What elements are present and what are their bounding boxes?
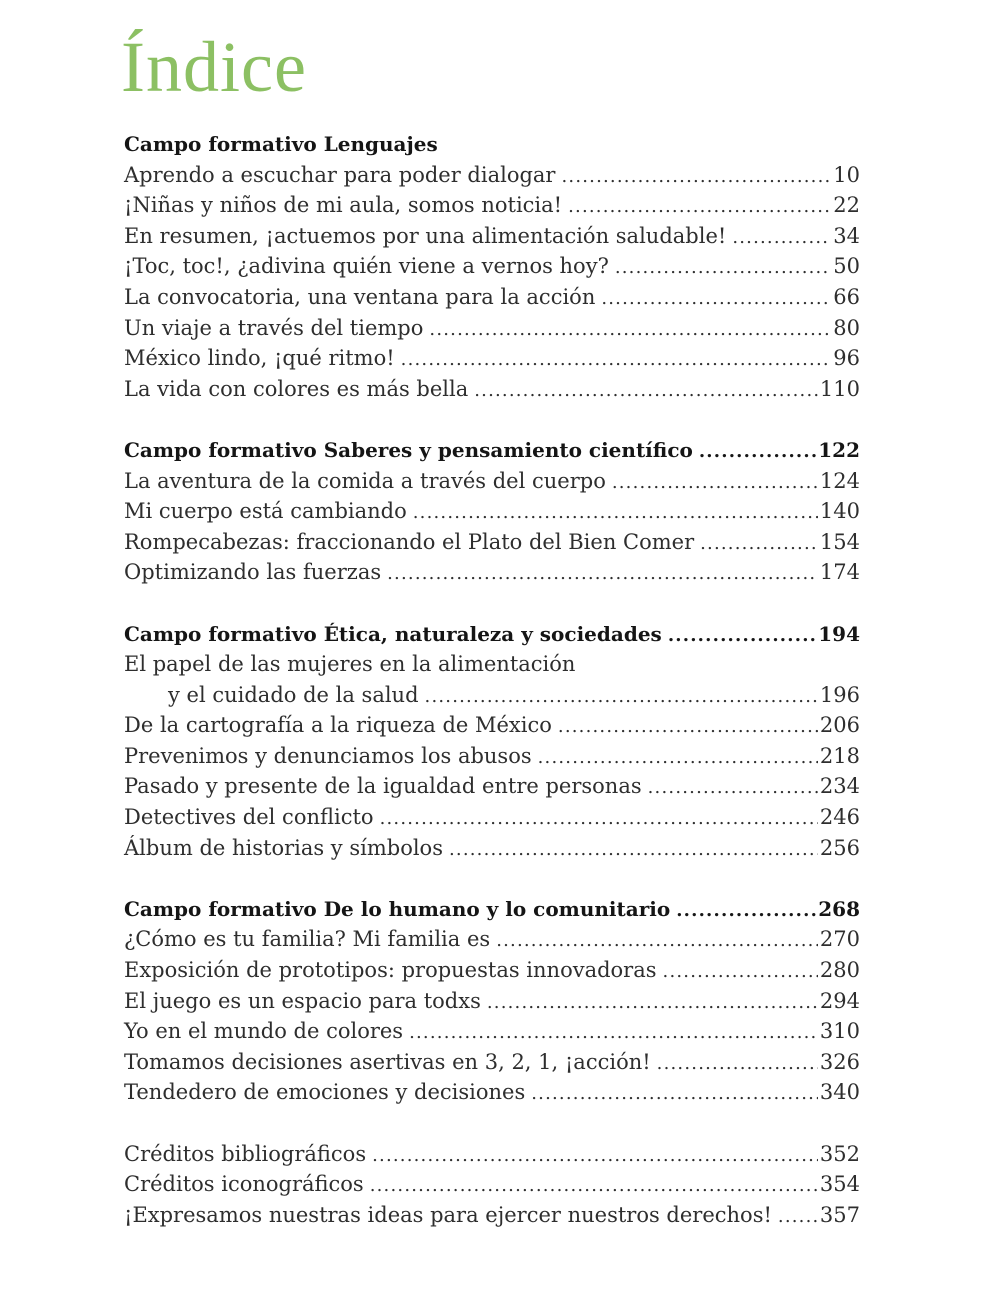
toc-entry bbox=[124, 466, 860, 497]
dot-leader bbox=[699, 437, 816, 468]
dot-leader bbox=[657, 1049, 818, 1080]
dot-leader bbox=[409, 1018, 818, 1049]
page-title: Índice bbox=[121, 27, 307, 107]
page-number: 218 bbox=[819, 743, 860, 768]
toc-entry bbox=[124, 343, 860, 374]
toc-entry bbox=[124, 741, 860, 772]
dot-leader bbox=[700, 529, 818, 560]
toc-entry bbox=[124, 221, 860, 252]
entry-title: ¡Expresamos nuestras ideas para ejercer nuestros derechos! bbox=[124, 1202, 772, 1227]
section-title: Campo formativo Lenguajes bbox=[124, 132, 438, 156]
dot-leader bbox=[496, 926, 818, 957]
page-number: 234 bbox=[819, 774, 860, 799]
entry-title: Mi cuerpo está cambiando bbox=[124, 499, 407, 524]
entry-title: ¿Cómo es tu familia? Mi familia es bbox=[124, 927, 491, 952]
entry-title: De la cartografía a la riqueza de México bbox=[124, 713, 552, 738]
dot-leader bbox=[474, 376, 818, 407]
entry-title: La vida con colores es más bella bbox=[124, 376, 469, 401]
entry-title: y el cuidado de la salud bbox=[168, 682, 419, 707]
toc-section bbox=[124, 1139, 860, 1231]
dot-leader bbox=[429, 315, 831, 346]
dot-leader bbox=[531, 1079, 818, 1110]
section-heading bbox=[124, 894, 860, 925]
page-number: 110 bbox=[819, 376, 860, 401]
page-number: 22 bbox=[833, 193, 860, 218]
page-number: 50 bbox=[833, 254, 860, 279]
page-number: 268 bbox=[818, 896, 860, 921]
page-number: 122 bbox=[818, 437, 860, 462]
page-number: 326 bbox=[819, 1049, 860, 1074]
entry-title: El juego es un espacio para todxs bbox=[124, 988, 481, 1013]
entry-title: Prevenimos y denunciamos los abusos bbox=[124, 743, 532, 768]
page-number: 256 bbox=[819, 835, 860, 860]
page-number: 357 bbox=[819, 1202, 860, 1227]
toc-entry bbox=[124, 833, 860, 864]
page-number: 270 bbox=[819, 927, 860, 952]
page-number: 80 bbox=[833, 315, 860, 340]
page-number: 66 bbox=[833, 284, 860, 309]
page-number: 34 bbox=[833, 223, 860, 248]
dot-leader bbox=[732, 223, 831, 254]
page-number: 96 bbox=[833, 346, 860, 371]
section-heading bbox=[124, 435, 860, 466]
entry-title: Álbum de historias y símbolos bbox=[124, 835, 443, 860]
toc-entry bbox=[124, 986, 860, 1017]
dot-leader bbox=[401, 345, 832, 376]
page-number: 310 bbox=[819, 1019, 860, 1044]
toc-entry bbox=[124, 680, 860, 711]
page-number: 354 bbox=[819, 1172, 860, 1197]
dot-leader bbox=[370, 1171, 818, 1202]
section-heading bbox=[124, 619, 860, 650]
table-of-contents bbox=[124, 129, 860, 1261]
entry-title: La convocatoria, una ventana para la acción bbox=[124, 284, 596, 309]
page-number: 140 bbox=[819, 499, 860, 524]
toc-entry bbox=[124, 955, 860, 986]
page-number: 196 bbox=[819, 682, 860, 707]
dot-leader bbox=[372, 1141, 818, 1172]
entry-title: Yo en el mundo de colores bbox=[124, 1019, 404, 1044]
dot-leader bbox=[538, 743, 818, 774]
toc-entry bbox=[124, 190, 860, 221]
toc-entry bbox=[124, 496, 860, 527]
toc-section bbox=[124, 619, 860, 864]
page-number: 206 bbox=[819, 713, 860, 738]
entry-title: Créditos iconográficos bbox=[124, 1172, 364, 1197]
dot-leader bbox=[615, 253, 831, 284]
entry-title: Pasado y presente de la igualdad entre personas bbox=[124, 774, 642, 799]
section-title: Campo formativo Ética, naturaleza y sociedades bbox=[124, 621, 662, 646]
toc-entry bbox=[124, 1200, 860, 1231]
dot-leader bbox=[449, 835, 818, 866]
dot-leader bbox=[425, 682, 818, 713]
section-heading bbox=[124, 129, 860, 160]
page-number: 280 bbox=[819, 958, 860, 983]
entry-title: Rompecabezas: fraccionando el Plato del Bien Comer bbox=[124, 529, 695, 554]
toc-entry bbox=[124, 1169, 860, 1200]
entry-title: En resumen, ¡actuemos por una alimentación saludable! bbox=[124, 223, 727, 248]
entry-title: El papel de las mujeres en la alimentación bbox=[124, 652, 576, 677]
page-number: 174 bbox=[819, 560, 860, 585]
page-number: 154 bbox=[819, 529, 860, 554]
toc-entry bbox=[124, 557, 860, 588]
dot-leader bbox=[413, 498, 818, 529]
entry-title: Aprendo a escuchar para poder dialogar bbox=[124, 162, 556, 187]
page-number: 340 bbox=[819, 1080, 860, 1105]
toc-entry bbox=[124, 1016, 860, 1047]
page-number: 294 bbox=[819, 988, 860, 1013]
dot-leader bbox=[778, 1202, 818, 1233]
dot-leader bbox=[612, 468, 818, 499]
entry-title: Créditos bibliográficos bbox=[124, 1141, 367, 1166]
toc-entry bbox=[124, 282, 860, 313]
toc-entry bbox=[124, 1047, 860, 1078]
dot-leader bbox=[487, 988, 818, 1019]
toc-entry bbox=[124, 1077, 860, 1108]
toc-entry bbox=[124, 1139, 860, 1170]
page-number: 124 bbox=[819, 468, 860, 493]
entry-title: Exposición de prototipos: propuestas innovadoras bbox=[124, 958, 657, 983]
dot-leader bbox=[561, 162, 831, 193]
toc-entry bbox=[124, 251, 860, 282]
toc-entry bbox=[124, 160, 860, 191]
toc-entry bbox=[124, 710, 860, 741]
page-number: 352 bbox=[819, 1141, 860, 1166]
toc-entry bbox=[124, 313, 860, 344]
entry-title: Optimizando las fuerzas bbox=[124, 560, 382, 585]
dot-leader bbox=[568, 192, 831, 223]
page-number: 10 bbox=[833, 162, 860, 187]
entry-title: ¡Niñas y niños de mi aula, somos noticia! bbox=[124, 193, 563, 218]
dot-leader bbox=[648, 773, 818, 804]
toc-section bbox=[124, 435, 860, 588]
page-number: 194 bbox=[818, 621, 860, 646]
entry-title: Tomamos decisiones asertivas en 3, 2, 1, ¡acción! bbox=[124, 1049, 651, 1074]
toc-section bbox=[124, 894, 860, 1108]
section-title: Campo formativo De lo humano y lo comunitario bbox=[124, 896, 671, 921]
toc-entry bbox=[124, 771, 860, 802]
entry-title: México lindo, ¡qué ritmo! bbox=[124, 346, 395, 371]
toc-entry bbox=[124, 374, 860, 405]
dot-leader bbox=[676, 896, 816, 927]
dot-leader bbox=[380, 804, 818, 835]
toc-entry bbox=[124, 649, 860, 680]
dot-leader bbox=[558, 712, 818, 743]
entry-title: Detectives del conflicto bbox=[124, 805, 374, 830]
page-number: 246 bbox=[819, 805, 860, 830]
entry-title: Un viaje a través del tiempo bbox=[124, 315, 424, 340]
dot-leader bbox=[668, 621, 816, 652]
dot-leader bbox=[387, 559, 818, 590]
entry-title: La aventura de la comida a través del cuerpo bbox=[124, 468, 606, 493]
toc-section bbox=[124, 129, 860, 404]
dot-leader bbox=[601, 284, 831, 315]
entry-title: ¡Toc, toc!, ¿adivina quién viene a vernos hoy? bbox=[124, 254, 609, 279]
dot-leader bbox=[663, 957, 818, 988]
entry-title: Tendedero de emociones y decisiones bbox=[124, 1080, 526, 1105]
toc-entry bbox=[124, 802, 860, 833]
section-title: Campo formativo Saberes y pensamiento científico bbox=[124, 437, 693, 462]
toc-entry bbox=[124, 924, 860, 955]
toc-entry bbox=[124, 527, 860, 558]
